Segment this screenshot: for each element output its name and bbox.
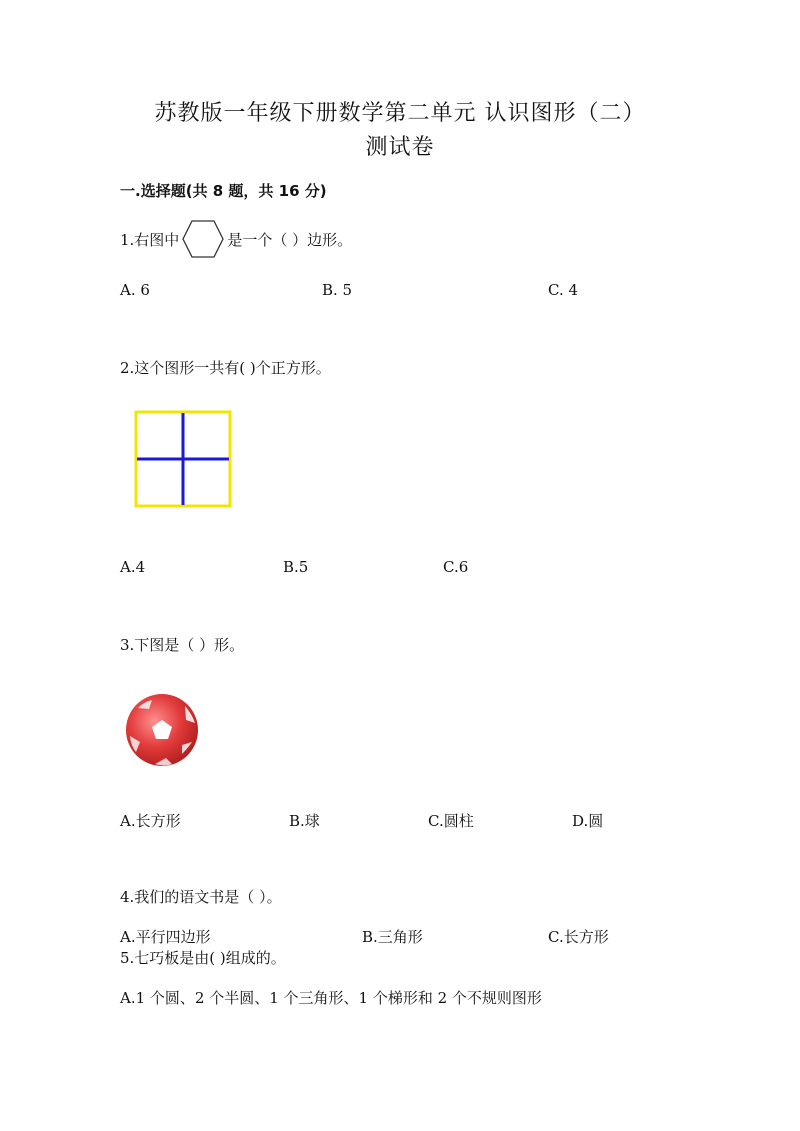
q4-option-a[interactable]: A.平行四边形 [120, 928, 211, 946]
question-5: 5.七巧板是由( )组成的。 [120, 949, 286, 967]
q3-option-c[interactable]: C.圆柱 [428, 812, 474, 830]
question-3: 3.下图是（ ）形。 [120, 636, 245, 654]
four-square-grid [134, 410, 232, 512]
section-heading: 一.选择题(共 8 题，共 16 分) [120, 182, 327, 200]
page-title: 苏教版一年级下册数学第二单元 认识图形（二） [154, 101, 646, 126]
q3-option-a[interactable]: A.长方形 [120, 812, 181, 830]
q4-option-c[interactable]: C.长方形 [548, 928, 609, 946]
question-1-prefix: 1.右图中 [120, 231, 180, 249]
question-2: 2.这个图形一共有( )个正方形。 [120, 359, 331, 377]
page-title-line2: 测试卷 [365, 135, 435, 160]
q1-option-c[interactable]: C. 4 [548, 281, 579, 299]
q1-option-a[interactable]: A. 6 [120, 281, 150, 299]
question-1-suffix: 是一个（ ）边形。 [227, 231, 353, 249]
question-4: 4.我们的语文书是（ ）。 [120, 888, 282, 906]
question-1 [120, 219, 352, 263]
q2-option-b[interactable]: B.5 [283, 558, 309, 576]
soccer-ball [122, 690, 202, 774]
q5-option-a[interactable]: A.1 个圆、2 个半圆、1 个三角形、1 个梯形和 2 个不规则图形 [120, 989, 542, 1007]
hexagon-icon [181, 219, 225, 263]
q1-option-b[interactable]: B. 5 [322, 281, 353, 299]
q4-option-b[interactable]: B.三角形 [362, 928, 423, 946]
q3-option-b[interactable]: B.球 [289, 812, 320, 830]
q3-option-d[interactable]: D.圆 [572, 812, 604, 830]
q2-option-c[interactable]: C.6 [443, 558, 469, 576]
q2-option-a[interactable]: A.4 [120, 558, 146, 576]
